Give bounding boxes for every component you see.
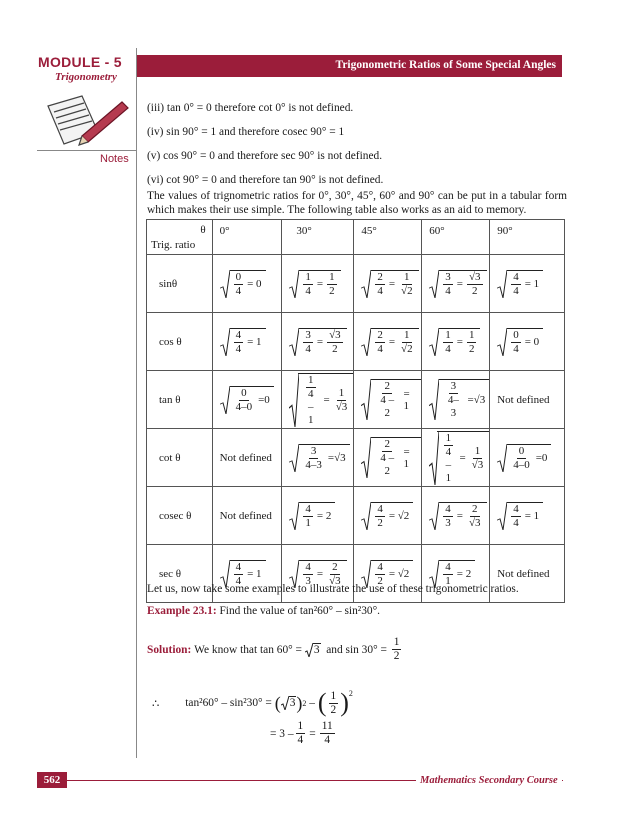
table-row (147, 429, 565, 487)
denominator: √3 (329, 574, 341, 587)
radicand-fraction (234, 387, 255, 414)
numerator: 4 (445, 502, 451, 515)
equals-sign: = (309, 727, 316, 740)
numerator: 4 (305, 502, 311, 515)
radical (497, 270, 543, 298)
table-row (147, 255, 565, 313)
value-cell (422, 371, 490, 429)
numerator: 3 (450, 380, 457, 392)
radicand-fraction (443, 271, 453, 298)
solution-line (147, 636, 403, 663)
frac-numerator: 11 (321, 720, 333, 732)
solution-text-2: and sin 30° = (326, 643, 387, 656)
chapter-title: Trigonometric Ratios of Some Special Angles (335, 59, 556, 71)
radicand-fraction (375, 271, 385, 298)
value-cell (490, 487, 565, 545)
numerator: 2 (384, 380, 390, 392)
frac-numerator: 1 (297, 720, 304, 732)
ratio-label: tan θ (147, 371, 213, 429)
ratio-label: sinθ (147, 255, 213, 313)
radicand-fraction (511, 445, 532, 472)
frac-numerator: 1 (393, 636, 400, 648)
numerator: 2 (472, 502, 478, 515)
numerator: 4 (445, 560, 451, 573)
table-row (147, 313, 565, 371)
denominator: √3 (468, 516, 481, 529)
radicand-fraction (234, 271, 244, 298)
example-line (147, 605, 380, 617)
angle-header: 45° (354, 220, 422, 255)
denominator: 2 (377, 574, 383, 587)
sqrt-3-value: 3 (289, 697, 296, 709)
radicand-fraction (375, 503, 385, 530)
value-cell (212, 313, 282, 371)
rhs: =√3 (327, 452, 346, 464)
radical (220, 386, 274, 414)
value-cell (282, 429, 354, 487)
angle-header: 30° (282, 220, 354, 255)
numerator: 0 (235, 270, 242, 283)
rhs: = 1 (403, 446, 410, 470)
notes-label: Notes (100, 153, 129, 165)
denominator: √2 (401, 342, 413, 355)
rhs: = √2 (388, 568, 410, 580)
result-fraction (470, 445, 486, 472)
numerator: 2 (377, 328, 383, 341)
numerator: 3 (445, 270, 451, 283)
radical (429, 270, 486, 298)
value-cell (354, 429, 422, 487)
denominator: 4–3 (305, 458, 322, 471)
radical (289, 328, 346, 356)
numerator: 4 (513, 270, 519, 283)
three-minus: 3 – (279, 727, 294, 740)
radical (289, 373, 353, 427)
denominator: 3 (445, 516, 451, 529)
result-fraction (327, 329, 343, 356)
page-number: 562 (37, 772, 67, 788)
radical (220, 270, 266, 298)
result-fraction (327, 271, 337, 298)
radical (497, 328, 543, 356)
value-cell (490, 255, 565, 313)
value-cell (422, 429, 490, 487)
denominator: 4 (445, 284, 451, 297)
table-row (147, 371, 565, 429)
denominator: 2 (468, 342, 475, 355)
example-text: Find the value of tan²60° – sin²30°. (219, 605, 380, 617)
numerator: √3 (329, 328, 341, 341)
sqrt-3 (281, 696, 297, 710)
rhs: = 0 (524, 336, 540, 348)
radicand-fraction (303, 271, 313, 298)
angle-header: 90° (490, 220, 565, 255)
radicand-fraction (303, 445, 324, 472)
value-cell (282, 255, 354, 313)
denominator: 4–0 (513, 458, 530, 471)
notebook-pencil-icon (42, 92, 130, 148)
numerator: 4 (235, 560, 242, 573)
rhs: = 0 (247, 278, 262, 290)
denominator: 4 (235, 342, 242, 355)
denominator: 4 (445, 342, 451, 355)
radical (220, 328, 266, 356)
frac-numerator: 1 (330, 689, 337, 702)
rhs: =0 (258, 394, 270, 406)
denominator: 4 (305, 284, 311, 297)
rhs: = √2 (388, 510, 410, 522)
denominator: √2 (401, 284, 413, 297)
value-cell: Not defined (212, 429, 282, 487)
numerator: 2 (332, 560, 338, 573)
numerator: 1 (308, 373, 314, 386)
square-exponent: 2 (302, 698, 307, 708)
line-iv: (iv) sin 90° = 1 and therefore cosec 90° = 1 (147, 126, 345, 138)
numerator: 4 (235, 328, 242, 341)
rhs: = (388, 278, 396, 290)
numerator: 1 (404, 270, 410, 283)
radical (361, 328, 418, 356)
rhs: = (456, 278, 463, 290)
value-cell (212, 371, 282, 429)
value-cell (422, 487, 490, 545)
line-vi: (vi) cot 90° = 0 and therefore tan 90° is not defined. (147, 174, 384, 186)
numerator: 4 (377, 502, 383, 515)
result-fraction (334, 387, 350, 414)
numerator: 1 (305, 270, 311, 283)
trig-ratio-header: Trig. ratio (151, 239, 196, 251)
radical (429, 328, 480, 356)
expression-lhs: tan²60° – sin²30° = (185, 697, 272, 709)
angle-header: 0° (212, 220, 282, 255)
denominator: 2 (472, 284, 478, 297)
radicand-fraction (302, 374, 320, 427)
result-fraction (399, 329, 415, 356)
radicand-fraction (303, 329, 313, 356)
value-cell (282, 487, 354, 545)
radicand-fraction (511, 329, 521, 356)
denominator: 4–0 (235, 400, 253, 413)
radical (497, 502, 543, 530)
radicand-fraction (511, 271, 521, 298)
therefore-symbol: ∴ (152, 698, 160, 710)
numerator: 1 (474, 444, 481, 457)
rhs: = (316, 336, 324, 348)
rhs: = (316, 278, 324, 290)
ratio-label: cot θ (147, 429, 213, 487)
topic-label: Trigonometry (55, 71, 117, 83)
chapter-title-bar (136, 55, 562, 77)
header-corner-cell (147, 220, 213, 255)
equals-sign: = (270, 727, 277, 740)
rhs: = 1 (247, 336, 262, 348)
value-cell (354, 487, 422, 545)
after-table-text: Let us, now take some examples to illustrate the use of these trigonometric ratios. (147, 583, 519, 595)
denominator: 1 (305, 516, 311, 529)
numerator: √3 (468, 270, 481, 283)
radical (361, 379, 421, 420)
line-iii: (iii) tan 0° = 0 therefore cot 0° is not defined. (147, 102, 354, 114)
notes-divider (37, 150, 136, 151)
radical (361, 270, 418, 298)
denominator: 2 (377, 516, 383, 529)
ratio-label: sec θ (147, 545, 213, 603)
radicand-fraction (511, 503, 521, 530)
sqrt-3-value: 3 (313, 643, 320, 656)
denominator: 4 (235, 574, 242, 587)
denominator: 4 – 1 (445, 445, 452, 484)
radicand-fraction (375, 438, 400, 478)
denominator: 4 (305, 342, 311, 355)
value-cell: Not defined (490, 371, 565, 429)
radical (289, 270, 340, 298)
radicand-fraction (441, 432, 455, 485)
solution-text-1: We know that tan 60° = (194, 643, 302, 656)
result-fraction (467, 329, 477, 356)
value-cell (282, 371, 354, 429)
radicand-fraction (234, 329, 244, 356)
denominator: 4 (513, 516, 519, 529)
numerator: 2 (377, 270, 383, 283)
expression-line: ∴ tan²60° – sin²30° = ( 3 ) 2 – ( $\frac{1}{2}$ ) $^2$ (152, 688, 353, 717)
radical (497, 444, 551, 472)
rhs: = (388, 336, 396, 348)
value-cell (354, 313, 422, 371)
numerator: 0 (518, 444, 525, 457)
radical (289, 502, 335, 530)
margin-divider (136, 48, 137, 758)
result-fraction (467, 271, 483, 298)
rhs: = 1 (524, 510, 540, 522)
rhs: = 2 (316, 510, 332, 522)
quarter-fraction (296, 720, 306, 747)
numerator: 1 (338, 386, 345, 399)
example-label: Example 23.1: (147, 605, 217, 617)
rhs: = (456, 510, 463, 522)
rhs: = 1 (524, 278, 540, 290)
rhs: =0 (535, 452, 548, 464)
rhs: = 2 (456, 568, 472, 580)
denominator: 4 – 1 (308, 387, 314, 426)
radical (429, 379, 489, 420)
value-cell (422, 313, 490, 371)
frac-denominator: 4 (297, 734, 304, 746)
denominator: 4 (513, 284, 519, 297)
half-fraction (392, 636, 402, 663)
numerator: 1 (468, 328, 475, 341)
rhs: = 1 (247, 568, 262, 580)
value-cell (490, 429, 565, 487)
denominator: 4 (377, 284, 383, 297)
radicand-fraction (443, 503, 453, 530)
rhs: = 1 (403, 388, 410, 412)
ratio-label: cos θ (147, 313, 213, 371)
solution-label: Solution: (147, 643, 192, 656)
radical (429, 431, 489, 485)
frac-denominator: 4 (324, 734, 331, 746)
radicand-fraction (375, 329, 385, 356)
numerator: 1 (445, 328, 451, 341)
value-cell (354, 255, 422, 313)
denominator: 4 – 2 (380, 394, 395, 419)
line-v: (v) cos 90° = 0 and therefore sec 90° is not defined. (147, 150, 383, 162)
numerator: 4 (513, 502, 519, 515)
frac-denominator: 2 (393, 650, 400, 662)
denominator: 3 (305, 574, 311, 587)
course-title: Mathematics Secondary Course (416, 775, 562, 786)
denominator: 1 (445, 574, 451, 587)
module-label: MODULE - 5 (38, 54, 122, 70)
numerator: 3 (305, 328, 311, 341)
rhs: = (316, 568, 324, 580)
denominator: √3 (335, 400, 348, 413)
intro-paragraph: The values of trignometric ratios for 0°, 30°, 45°, 60° and 90° can be put in a tabular form which makes their use simple. The following table also works as an aid to memory. (147, 190, 567, 216)
numerator: 1 (445, 431, 452, 444)
radical (361, 502, 413, 530)
value-cell (212, 255, 282, 313)
value-cell: Not defined (490, 545, 565, 603)
numerator: 1 (329, 270, 335, 283)
result-line (270, 720, 337, 747)
denominator: 2 (329, 284, 335, 297)
value-cell: Not defined (212, 487, 282, 545)
denominator: 4 (513, 342, 519, 355)
denominator: 4 (377, 342, 383, 355)
result-fraction (467, 503, 483, 530)
radical (361, 437, 421, 478)
ratio-label: cosec θ (147, 487, 213, 545)
radicand-fraction (303, 503, 313, 530)
value-cell (422, 255, 490, 313)
numerator: 4 (377, 560, 383, 573)
numerator: 1 (404, 328, 410, 341)
numerator: 0 (241, 386, 247, 399)
value-cell (354, 371, 422, 429)
rhs: = (456, 336, 463, 348)
radicand-fraction (443, 380, 463, 420)
numerator: 3 (310, 444, 317, 457)
rhs: = (459, 452, 466, 464)
numerator: 4 (305, 560, 311, 573)
trig-table (146, 219, 565, 603)
minus-sign: – (309, 697, 315, 709)
half-fraction (329, 690, 339, 717)
radicand-fraction (375, 380, 400, 420)
radical (429, 502, 486, 530)
numerator: 0 (513, 328, 519, 341)
value-cell (282, 313, 354, 371)
angle-header: 60° (422, 220, 490, 255)
radicand-fraction (443, 329, 453, 356)
denominator: 4–3 (447, 394, 459, 419)
rhs: = (323, 394, 330, 406)
denominator: √3 (471, 458, 484, 471)
theta-header: θ (200, 224, 206, 236)
rhs: =√3 (467, 394, 486, 406)
denominator: 2 (332, 342, 338, 355)
denominator: 4 (235, 284, 242, 297)
result-fraction (399, 271, 415, 298)
frac-denominator: 2 (330, 703, 337, 716)
numerator: 2 (384, 438, 390, 450)
denominator: 4 – 2 (380, 452, 395, 477)
result-fraction (320, 720, 335, 747)
sqrt-3 (305, 643, 321, 657)
radical (289, 444, 349, 472)
value-cell (490, 313, 565, 371)
square-exponent: 2 (348, 688, 353, 698)
table-row (147, 487, 565, 545)
